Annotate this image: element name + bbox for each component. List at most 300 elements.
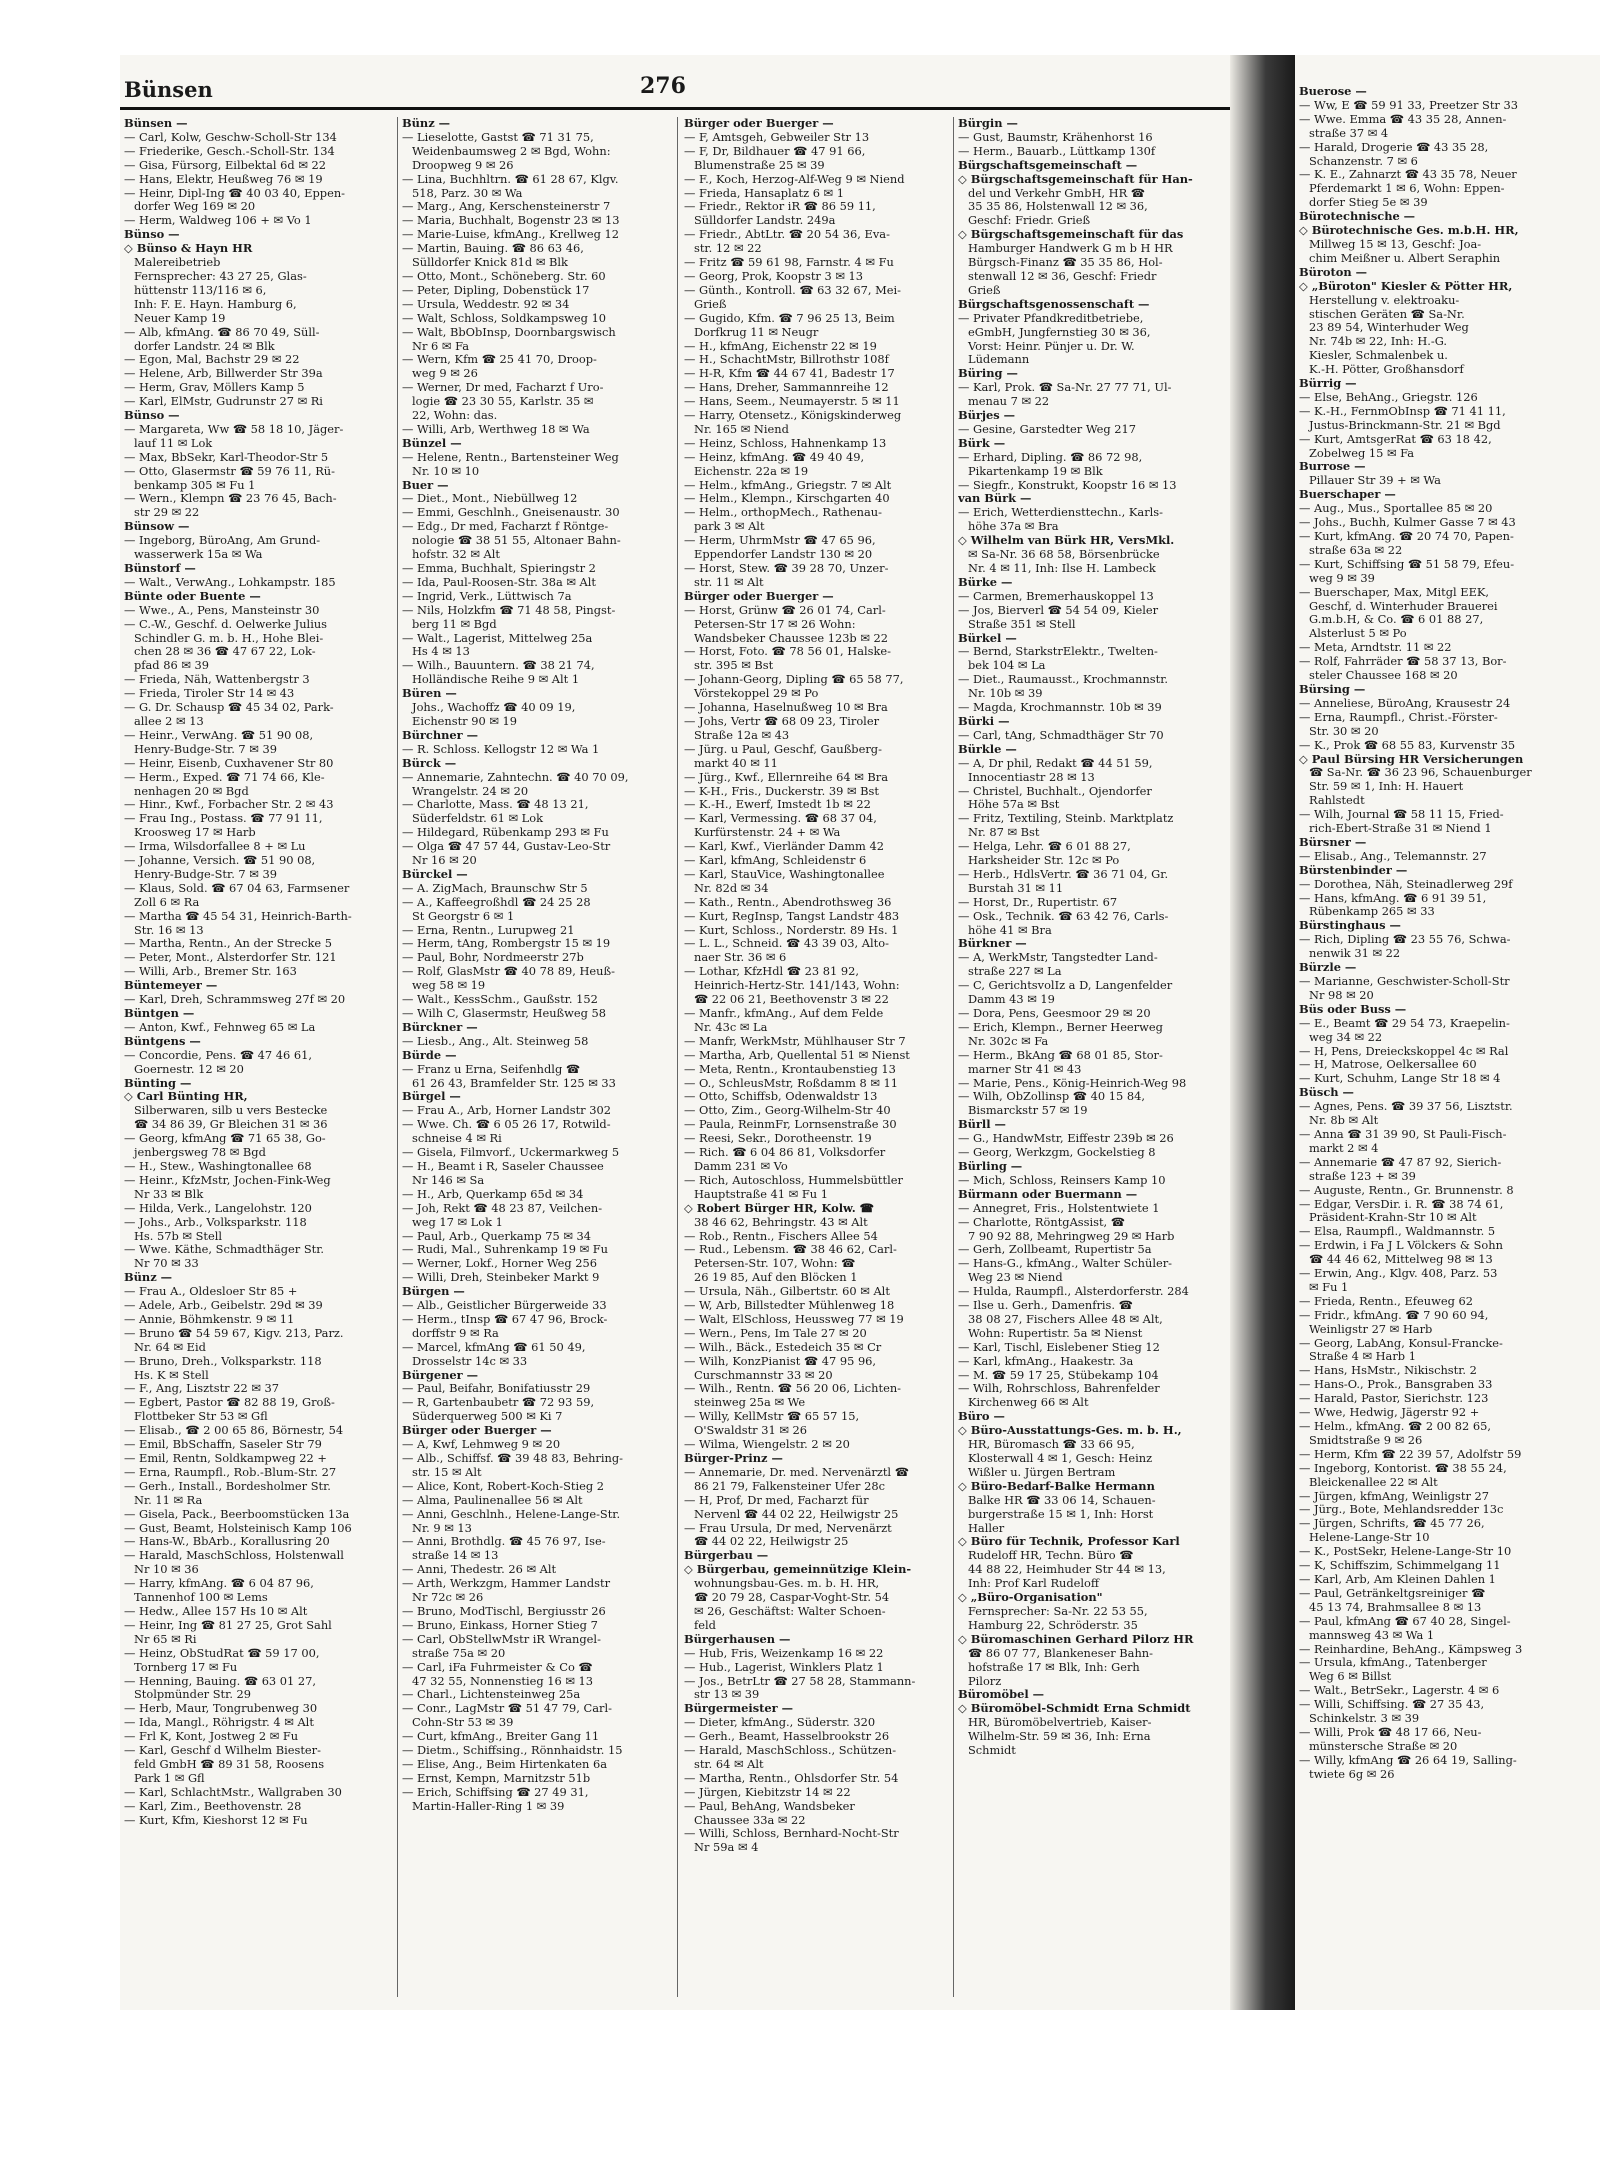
directory-entry-line: HR, Büromasch ☎ 33 66 95, (968, 1438, 1135, 1452)
directory-entry-line: — Henning, Bauing. ☎ 63 01 27, (124, 1674, 317, 1688)
directory-entry-line: — Georg, Prok, Koopstr 3 ✉ 13 (684, 269, 864, 283)
directory-entry-line: Hs 4 ✉ 13 (412, 645, 470, 659)
directory-entry-line: — Gisela, Pack., Beerboomstücken 13a (124, 1507, 350, 1521)
scan-margin (0, 2010, 1600, 2177)
directory-entry-line: ◇ Bürgschaftsgemeinschaft für das (958, 228, 1184, 242)
directory-entry-line: Bünz — (402, 117, 451, 130)
directory-entry-line: Bürkner — (958, 937, 1027, 951)
directory-entry-line: — Kurt, AmtsgerRat ☎ 63 18 42, (1299, 432, 1492, 446)
directory-entry-line: — Harry, kfmAng. ☎ 6 04 87 96, (124, 1577, 314, 1591)
directory-entry-line: — Anni, Geschlnh., Helene-Lange-Str. (402, 1507, 621, 1521)
directory-entry-line: naer Str. 36 ✉ 6 (694, 951, 787, 965)
directory-entry-line: ☎ 86 07 77, Blankeneser Bahn- (968, 1646, 1153, 1660)
directory-entry-line: stenwall 12 ✉ 36, Geschf: Friedr (968, 269, 1157, 283)
directory-entry-line: — Jos., BetrLtr ☎ 27 58 28, Stammann- (684, 1674, 916, 1688)
directory-entry-line: Bürgel — (402, 1090, 461, 1104)
directory-entry-line: Bürger oder Buerger — (684, 589, 834, 603)
directory-entry-line: — Herb, Maur, Tongrubenweg 30 (124, 1702, 318, 1716)
directory-entry-line: Bürling — (958, 1159, 1023, 1173)
directory-entry-line: — Bruno, Dreh., Volksparkstr. 118 (124, 1354, 322, 1368)
directory-entry-line: — Willi, Arb., Bremer Str. 163 (124, 965, 297, 979)
directory-entry-line: — Franz u Erna, Seifenhdlg ☎ (402, 1062, 581, 1076)
running-head (120, 73, 1230, 109)
directory-entry-line: — Charl., Lichtensteinweg 25a (402, 1688, 581, 1702)
directory-entry-line: — Klaus, Sold. ☎ 67 04 63, Farmsener (124, 881, 350, 895)
directory-entry-line: ◇ Robert Bürger HR, Kolw. ☎ (684, 1201, 874, 1215)
directory-entry-line: — Willi, Dreh, Steinbeker Markt 9 (402, 1271, 600, 1285)
directory-entry-line: — Gust, Beamt, Holsteinisch Kamp 106 (124, 1521, 352, 1535)
directory-entry-line: — Paul, Arb., Querkamp 75 ✉ 34 (402, 1229, 592, 1243)
directory-entry-line: weg 9 ✉ 39 (1309, 571, 1375, 585)
directory-entry-line: — K., Prok ☎ 68 55 83, Kurvenstr 35 (1299, 738, 1516, 752)
directory-entry-line: — Jos, Bierverl ☎ 54 54 09, Kieler (958, 603, 1159, 617)
column-3 (684, 117, 954, 1997)
directory-entry-line: ☎ 20 79 28, Caspar-Voght-Str. 54 (694, 1591, 890, 1605)
directory-entry-line: — Rolf, Fahrräder ☎ 58 37 13, Bor- (1299, 655, 1507, 669)
directory-entry-line: — Diet., Mont., Niebüllweg 12 (402, 492, 578, 506)
directory-entry-line: hüttenstr 113/116 ✉ 6, (134, 283, 267, 297)
directory-entry-line: Haller (968, 1521, 1005, 1535)
directory-entry-line: — Annie, Böhmkenstr. 9 ✉ 11 (124, 1312, 295, 1326)
directory-entry-line: — Kurt, RegInsp, Tangst Landstr 483 (684, 909, 900, 923)
directory-entry-line: — Kurt, Schiffsing ☎ 51 58 79, Efeu- (1299, 557, 1515, 571)
directory-entry-line: 45 13 74, Brahmsallee 8 ✉ 13 (1309, 1600, 1482, 1614)
directory-entry-line: — Hans, HsMstr., Nikischstr. 2 (1299, 1364, 1477, 1378)
directory-entry-line: — Erich, Wetterdiensttechn., Karls- (958, 506, 1163, 520)
directory-entry-line: — H, Matrose, Oelkersallee 60 (1299, 1058, 1477, 1072)
directory-entry-line: Droopweg 9 ✉ 26 (412, 158, 514, 172)
directory-entry-line: — Elise, Ang., Beim Hirtenkaten 6a (402, 1757, 608, 1771)
directory-entry-line: — Anneliese, BüroAng, Krausestr 24 (1299, 696, 1511, 710)
directory-entry-line: Damm 231 ✉ Vo (694, 1159, 788, 1173)
directory-entry-line: Klosterwall 4 ✉ 1, Gesch: Heinz (968, 1452, 1153, 1465)
directory-entry-line: — Bruno ☎ 54 59 67, Kigv. 213, Parz. (124, 1326, 344, 1340)
directory-entry-line: münstersche Straße ✉ 20 (1309, 1739, 1458, 1753)
directory-entry-line: Wohn: Rupertistr. 5a ✉ Nienst (968, 1326, 1143, 1340)
directory-entry-line: — Anni, Thedestr. 26 ✉ Alt (402, 1563, 557, 1577)
directory-entry-line: — Willy, KellMstr ☎ 65 57 15, (684, 1410, 860, 1424)
directory-entry-line: — Osk., Technik. ☎ 63 42 76, Carls- (958, 909, 1169, 923)
directory-entry-line: — H, Prof, Dr med, Facharzt für (684, 1493, 869, 1507)
directory-entry-line: ✉ 26, Geschäftst: Walter Schoen- (694, 1604, 886, 1618)
directory-entry-line: Nr. 10 ✉ 10 (412, 464, 480, 478)
directory-entry-line: Hs. K ✉ Stell (134, 1368, 209, 1382)
directory-entry-line: — Ingeborg, Kontorist. ☎ 38 55 24, (1299, 1461, 1507, 1475)
directory-entry-line: ◇ Bürgerbau, gemeinnützige Klein- (684, 1563, 912, 1577)
directory-entry-line: — Emil, Rentn, Soldkampweg 22 + (124, 1452, 327, 1465)
directory-entry-line: — Walt., BetrSekr., Lagerstr. 4 ✉ 6 (1299, 1684, 1500, 1698)
directory-entry-line: Malereibetrieb (134, 256, 221, 270)
directory-entry-line: nenwik 31 ✉ 22 (1309, 947, 1401, 961)
directory-entry-line: Bürgen — (402, 1285, 465, 1299)
directory-entry-line: — Gugido, Kfm. ☎ 7 96 25 13, Beim (684, 311, 895, 325)
directory-entry-line: — Magda, Krochmannstr. 10b ✉ 39 (958, 701, 1162, 715)
directory-entry-line: Str. 16 ✉ 13 (134, 923, 204, 937)
directory-entry-line: Bürstenbinder — (1299, 863, 1408, 877)
directory-entry-line: — Alma, Paulinenallee 56 ✉ Alt (402, 1493, 583, 1507)
directory-entry-line: schneise 4 ✉ Ri (412, 1132, 502, 1146)
directory-entry-line: Henry-Budge-Str. 7 ✉ 39 (134, 867, 277, 881)
directory-entry-line: — R. Schloss. Kellogstr 12 ✉ Wa 1 (402, 742, 600, 756)
directory-entry-line: — Wilh C, Glasermstr, Heußweg 58 (402, 1007, 607, 1020)
directory-entry-line: Büro — (958, 1410, 1005, 1424)
directory-entry-line: — Lothar, KfzHdl ☎ 23 81 92, (684, 965, 859, 979)
directory-entry-line: Schinkelstr. 3 ✉ 39 (1309, 1712, 1420, 1726)
directory-entry-line: Büring — (958, 367, 1018, 381)
directory-entry-line: Weg 23 ✉ Niend (968, 1271, 1063, 1285)
directory-entry-line: — Karl, SchlachtMstr., Wallgraben 30 (124, 1785, 342, 1799)
directory-entry-line: — Peter, Mont., Alsterdorfer Str. 121 (124, 951, 337, 965)
directory-entry-line: — F, Amtsgeh, Gebweiler Str 13 (684, 130, 870, 144)
directory-entry-line: Büroton — (1299, 265, 1368, 279)
directory-entry-line: nologie ☎ 38 51 55, Altonaer Bahn- (412, 534, 621, 548)
directory-entry-line: — Reinhardine, BehAng., Kämpsweg 3 (1299, 1642, 1523, 1656)
directory-entry-line: — Dora, Pens, Geesmoor 29 ✉ 20 (958, 1007, 1151, 1020)
directory-entry-line: — Frau A., Arb, Horner Landstr 302 (402, 1104, 611, 1118)
directory-entry-line: — Lieselotte, Gastst ☎ 71 31 75, (402, 130, 594, 144)
directory-entry-line: Str. 30 ✉ 20 (1309, 724, 1379, 738)
directory-page (120, 55, 1230, 2010)
directory-entry-line: — Anna ☎ 31 39 90, St Pauli-Fisch- (1299, 1127, 1507, 1141)
directory-entry-line: — Wilh, Journal ☎ 58 11 15, Fried- (1299, 808, 1504, 822)
directory-entry-line: Geschf, d. Winterhuder Brauerei (1309, 599, 1498, 613)
directory-entry-line: — Horst, Grünw ☎ 26 01 74, Carl- (684, 603, 886, 617)
directory-entry-line: — Johann-Georg, Dipling ☎ 65 58 77, (684, 673, 904, 687)
directory-entry-line: — Rudi, Mal., Suhrenkamp 19 ✉ Fu (402, 1243, 608, 1257)
directory-entry-line: — Willy, kfmAng ☎ 26 64 19, Salling- (1299, 1753, 1517, 1767)
directory-entry-line: ◇ „Büro-Organisation" (958, 1591, 1103, 1605)
directory-entry-line: str. 395 ✉ Bst (694, 659, 774, 673)
directory-entry-line: — G., HandwMstr, Eiffestr 239b ✉ 26 (958, 1132, 1174, 1146)
directory-entry-line: — Ww, E ☎ 59 91 33, Preetzer Str 33 (1299, 98, 1518, 112)
directory-entry-line: Geschf: Friedr. Grieß (968, 214, 1091, 228)
directory-entry-line: — Rolf, GlasMstr ☎ 40 78 89, Heuß- (402, 965, 615, 979)
directory-entry-line: — Frau A., Oldesloer Str 85 + (124, 1285, 298, 1299)
directory-entry-line: — Ursula, kfmAng., Tatenberger (1299, 1656, 1487, 1670)
directory-entry-line: — Willi, Schloss, Bernhard-Nocht-Str (684, 1827, 899, 1841)
directory-entry-line: — Herm., Bauarb., Lüttkamp 130f (958, 144, 1156, 158)
directory-entry-line: — H., kfmAng, Eichenstr 22 ✉ 19 (684, 339, 877, 353)
directory-entry-line: — Jürg. u Paul, Geschf, Gaußberg- (684, 742, 882, 756)
directory-entry-line: — Hans, Dreher, Sammannreihe 12 (684, 381, 889, 395)
directory-entry-line: — Karl, Dreh, Schrammsweg 27f ✉ 20 (124, 993, 346, 1007)
directory-entry-line: — G. Dr. Schausp ☎ 45 34 02, Park- (124, 701, 334, 715)
directory-entry-line: Nr. 4 ✉ 11, Inh: Ilse H. Lambeck (968, 562, 1156, 575)
directory-entry-line: Kirchenweg 66 ✉ Alt (968, 1396, 1089, 1410)
directory-entry-line: — Gesine, Garstedter Weg 217 (958, 422, 1137, 436)
directory-entry-line: — Rich, Autoschloss, Hummelsbüttler (684, 1173, 903, 1187)
directory-entry-line: Bürjes — (958, 409, 1016, 423)
directory-entry-line: — Otto, Zim., Georg-Wilhelm-Str 40 (684, 1104, 891, 1118)
directory-entry-line: — Hans, Seem., Neumayerstr. 5 ✉ 11 (684, 395, 900, 409)
directory-entry-line: — Jürg., Kwf., Ellernreihe 64 ✉ Bra (684, 770, 888, 784)
directory-entry-line: Petersen-Str. 107, Wohn: ☎ (694, 1257, 856, 1271)
directory-entry-line: — Walt., KessSchm., Gaußstr. 152 (402, 993, 598, 1007)
directory-entry-line: — Wilma, Wiengelstr. 2 ✉ 20 (684, 1438, 850, 1452)
directory-entry-line: Bürgschaftsgenossenschaft — (958, 297, 1150, 311)
directory-entry-line: — Conr., LagMstr ☎ 51 47 79, Carl- (402, 1702, 612, 1716)
directory-entry-line: — Helene, Arb, Billwerder Str 39a (124, 367, 323, 381)
directory-entry-line: Lüdemann (968, 353, 1030, 367)
directory-entry-line: Nr. 74b ✉ 22, Inh: H.-G. (1309, 335, 1448, 349)
directory-entry-line: — Elisab., ☎ 2 00 65 86, Börnestr, 54 (124, 1424, 344, 1438)
directory-entry-line: Büntgen — (124, 1007, 195, 1020)
directory-entry-line: — Marie, Pens., König-Heinrich-Weg 98 (958, 1076, 1187, 1090)
directory-entry-line: — Fritz, Textiling, Steinb. Marktplatz (958, 812, 1174, 826)
directory-entry-line: — W, Arb, Billstedter Mühlenweg 18 (684, 1299, 895, 1313)
directory-entry-line: — L. L., Schneid. ☎ 43 39 03, Alto- (684, 937, 889, 951)
directory-entry-line: hofstraße 17 ✉ Blk, Inh: Gerh (968, 1660, 1140, 1674)
directory-entry-line: — Otto, Mont., Schöneberg. Str. 60 (402, 269, 606, 283)
directory-entry-line: Büntemeyer — (124, 979, 218, 993)
directory-entry-line: Buerose — (1299, 85, 1367, 98)
directory-entry-line: twiete 6g ✉ 26 (1309, 1767, 1395, 1781)
directory-entry-line: Eichenstr. 22a ✉ 19 (694, 464, 809, 478)
directory-entry-line: berg 11 ✉ Bgd (412, 617, 497, 631)
directory-entry-line: — Rich. ☎ 6 04 86 81, Volksdorfer (684, 1146, 886, 1160)
directory-entry-line: Str. 59 ✉ 1, Inh: H. Hauert (1309, 780, 1464, 794)
directory-entry-line: — A, WerkMstr, Tangstedter Land- (958, 951, 1158, 965)
directory-entry-line: bek 104 ✉ La (968, 659, 1046, 673)
directory-entry-line: Nr 65 ✉ Ri (134, 1632, 197, 1646)
directory-entry-line: — Rich, Dipling ☎ 23 55 76, Schwa- (1299, 933, 1511, 947)
directory-entry-line: Pillauer Str 39 + ✉ Wa (1309, 474, 1441, 488)
directory-entry-line: — Hans-G., kfmAng., Walter Schüler- (958, 1257, 1173, 1271)
directory-entry-line: chim Meißner u. Albert Seraphin (1309, 251, 1501, 265)
directory-entry-line: Rübenkamp 265 ✉ 33 (1309, 905, 1435, 919)
directory-entry-line: Nr 98 ✉ 20 (1309, 988, 1374, 1002)
directory-entry-line: nenhagen 20 ✉ Bgd (134, 784, 249, 798)
column-2 (402, 117, 672, 1997)
directory-entry-line: Nr. 11 ✉ Ra (134, 1493, 203, 1507)
head-word: Bünsen (124, 77, 213, 102)
directory-entry-line: — C.-W., Geschf. d. Oelwerke Julius (124, 617, 328, 631)
directory-entry-line: logie ☎ 23 30 55, Karlstr. 35 ✉ (412, 395, 594, 409)
directory-entry-line: — Reesi, Sekr., Dorotheenstr. 19 (684, 1132, 872, 1146)
directory-entry-line: Harksheider Str. 12c ✉ Po (968, 854, 1120, 868)
directory-entry-line: Bürki — (958, 714, 1010, 728)
directory-entry-line: — Annegret, Fris., Holstentwiete 1 (958, 1201, 1160, 1215)
directory-entry-line: — Herm., Exped. ☎ 71 74 66, Kle- (124, 770, 325, 784)
directory-entry-line: Eppendorfer Landstr 130 ✉ 20 (694, 548, 873, 562)
directory-entry-line: — Erhard, Dipling. ☎ 86 72 98, (958, 450, 1143, 464)
directory-entry-line: — Max, BbSekr, Karl-Theodor-Str 5 (124, 450, 329, 464)
directory-entry-line: ◇ Büro-Bedarf-Balke Hermann (958, 1479, 1155, 1493)
directory-entry-line: straße 75a ✉ 20 (412, 1646, 506, 1660)
directory-entry-line: Nr. 8b ✉ Alt (1309, 1114, 1379, 1128)
directory-entry-line: — Alb, kfmAng. ☎ 86 70 49, Süll- (124, 325, 320, 339)
directory-entry-line: — Martha, Arb, Quellental 51 ✉ Nienst (684, 1048, 910, 1062)
directory-entry-line: — Egon, Mal, Bachstr 29 ✉ 22 (124, 353, 300, 367)
directory-entry-line: Damm 43 ✉ 19 (968, 993, 1055, 1007)
directory-entry-line: Buerschaper — (1299, 488, 1396, 502)
directory-entry-line: — Heinr, Ing ☎ 81 27 25, Grot Sahl (124, 1618, 332, 1632)
directory-entry-line: — Herm, UhrmMstr ☎ 47 65 96, (684, 534, 876, 548)
directory-entry-line: straße 227 ✉ La (968, 965, 1062, 979)
directory-entry-line: — Karl, Vermessing. ☎ 68 37 04, (684, 812, 877, 826)
directory-entry-line: — H., SchachtMstr, Billrothstr 108f (684, 353, 889, 367)
directory-entry-line: Kiesler, Schmalenbek u. (1309, 349, 1448, 363)
directory-entry-line: Fernsprecher: 43 27 25, Glas- (134, 269, 307, 283)
directory-entry-line: Pferdemarkt 1 ✉ 6, Wohn: Eppen- (1309, 182, 1505, 196)
directory-entry-line: 44 88 22, Heimhuder Str 44 ✉ 13, (968, 1563, 1166, 1577)
directory-entry-line: Büromöbel — (958, 1688, 1045, 1702)
directory-entry-line: 22, Wohn: das. (412, 409, 498, 423)
directory-entry-line: — Arth, Werkzgm, Hammer Landstr (402, 1577, 611, 1591)
directory-entry-line: — Martha ☎ 45 54 31, Heinrich-Barth- (124, 909, 352, 923)
directory-entry-line: Vörstekoppel 29 ✉ Po (694, 687, 819, 701)
directory-entry-line: — O., SchleusMstr, Roßdamm 8 ✉ 11 (684, 1076, 899, 1090)
directory-entry-line: — Annemarie, Zahntechn. ☎ 40 70 09, (402, 770, 629, 784)
directory-entry-line: — Herm, tAng, Rombergstr 15 ✉ 19 (402, 937, 611, 951)
directory-entry-line: Bünzel — (402, 436, 462, 450)
directory-entry-line: — Erich, Schiffsing ☎ 27 49 31, (402, 1785, 589, 1799)
directory-entry-line: Nr. 302c ✉ Fa (968, 1034, 1049, 1048)
directory-entry-line: Nr. 43c ✉ La (694, 1020, 768, 1034)
directory-entry-line: Straße 4 ✉ Harb 1 (1309, 1350, 1416, 1364)
directory-entry-line: ☎ Sa-Nr. ☎ 36 23 96, Schauenburger (1309, 766, 1532, 780)
directory-entry-line: str 29 ✉ 22 (134, 506, 200, 520)
directory-entry-line: — Carl, ObStellwMstr iR Wrangel- (402, 1632, 601, 1646)
directory-entry-line: Nr. 9 ✉ 13 (412, 1521, 472, 1535)
directory-entry-line: — Marie-Luise, kfmAng., Krellweg 12 (402, 228, 620, 242)
directory-entry-line: Buer — (402, 478, 449, 492)
directory-entry-line: van Bürk — (958, 492, 1032, 506)
directory-entry-line: Bünso — (124, 409, 180, 423)
directory-entry-line: stischen Geräten ☎ Sa-Nr. (1309, 307, 1465, 321)
directory-entry-line: — Hub., Lagerist, Winklers Platz 1 (684, 1660, 884, 1674)
directory-entry-line: Bünte oder Buente — (124, 589, 261, 603)
directory-entry-line: — Herm., tInsp ☎ 67 47 96, Brock- (402, 1312, 608, 1326)
directory-entry-line: burgerstraße 15 ✉ 1, Inh: Horst (968, 1507, 1154, 1521)
directory-entry-line: straße 123 + ✉ 39 (1309, 1169, 1416, 1183)
directory-entry-line: — Maria, Buchhalt, Bogenstr 23 ✉ 13 (402, 214, 620, 228)
directory-entry-line: benkamp 305 ✉ Fu 1 (134, 478, 256, 492)
directory-entry-line: — Karl, Tischl, Eislebener Stieg 12 (958, 1340, 1160, 1354)
directory-entry-line: — Walt., Lagerist, Mittelweg 25a (402, 631, 593, 645)
right-page-column (1299, 85, 1599, 1985)
directory-entry-line: — Fritz ☎ 59 61 98, Farnstr. 4 ✉ Fu (684, 256, 894, 270)
directory-entry-line: — Irma, Wilsdorfallee 8 + ✉ Lu (124, 840, 306, 854)
directory-entry-line: ◇ Büromöbel-Schmidt Erna Schmidt (958, 1702, 1191, 1716)
directory-entry-line: — Lina, Buchhltrn. ☎ 61 28 67, Klgv. (402, 172, 619, 186)
directory-entry-line: — Helm., kfmAng., Griegstr. 7 ✉ Alt (684, 478, 892, 492)
directory-entry-line: — Georg, kfmAng ☎ 71 65 38, Go- (124, 1132, 326, 1146)
directory-entry-line: — Harald, MaschSchloss., Schützen- (684, 1744, 897, 1758)
directory-entry-line: — Wilh., Bauuntern. ☎ 38 21 74, (402, 659, 595, 673)
directory-entry-line: Bünsen — (124, 117, 188, 130)
directory-entry-line: — Frieda, Rentn., Efeuweg 62 (1299, 1294, 1474, 1308)
directory-entry-line: — Alb., Schiffsf. ☎ 39 48 83, Behring- (402, 1452, 623, 1465)
directory-entry-line: Nervenl ☎ 44 02 22, Heilwigstr 25 (694, 1507, 899, 1521)
directory-entry-line: — Horst, Foto. ☎ 78 56 01, Halske- (684, 645, 892, 659)
directory-entry-line: — Kath., Rentn., Abendrothsweg 36 (684, 895, 892, 909)
directory-entry-line: — Heinr, Eisenb, Cuxhavener Str 80 (124, 756, 334, 770)
directory-entry-line: — Kurt, Schuhm, Lange Str 18 ✉ 4 (1299, 1072, 1501, 1086)
directory-entry-line: Tornberg 17 ✉ Fu (134, 1660, 238, 1674)
directory-entry-line: Eichenstr 90 ✉ 19 (412, 714, 518, 728)
directory-entry-line: — Hub, Fris, Weizenkamp 16 ✉ 22 (684, 1646, 884, 1660)
directory-entry-line: — H, Pens, Dreieckskoppel 4c ✉ Ral (1299, 1044, 1509, 1058)
directory-entry-line: — Erna, Rentn., Lurupweg 21 (402, 923, 575, 937)
directory-entry-line: — M. ☎ 59 17 25, Stübekamp 104 (958, 1368, 1159, 1382)
directory-entry-line: weg 58 ✉ 19 (412, 979, 486, 993)
directory-entry-line: — Harald, MaschSchloss, Holstenwall (124, 1549, 344, 1563)
directory-entry-line: — Karl, Geschf d Wilhelm Biester- (124, 1744, 321, 1758)
directory-entry-line: Pikartenkamp 19 ✉ Blk (968, 464, 1103, 478)
directory-entry-line: Straße 12a ✉ 43 (694, 728, 790, 742)
directory-entry-line: Nr. 10b ✉ 39 (968, 687, 1043, 701)
directory-entry-line: Bürsner — (1299, 835, 1367, 849)
directory-entry-line: — K.-H., FernmObInsp ☎ 71 41 11, (1299, 404, 1506, 418)
directory-entry-line: — Walt, BbObInsp, Doornbargswisch (402, 325, 616, 339)
directory-entry-line: — Frl K, Kont, Jostweg 2 ✉ Fu (124, 1730, 299, 1744)
directory-entry-line: — Gerh., Beamt, Hasselbrookstr 26 (684, 1730, 890, 1744)
directory-entry-line: menau 7 ✉ 22 (968, 395, 1050, 409)
directory-entry-line: ◇ Carl Bünting HR, (124, 1090, 248, 1104)
directory-entry-line: Rahlstedt (1309, 794, 1365, 808)
directory-entry-line: — Heinr, Dipl-Ing ☎ 40 03 40, Eppen- (124, 186, 346, 200)
directory-entry-line: Justus-Brinckmann-Str. 21 ✉ Bgd (1309, 418, 1501, 432)
directory-entry-line: — Erwin, Ang., Klgv. 408, Parz. 53 (1299, 1267, 1498, 1281)
directory-entry-line: ◇ Paul Bürsing HR Versicherungen (1299, 752, 1524, 766)
right-page-fragment (1295, 55, 1600, 2010)
directory-entry-line: — Margareta, Ww ☎ 58 18 10, Jäger- (124, 422, 344, 436)
directory-entry-line: — Hilda, Verk., Langelohstr. 120 (124, 1201, 312, 1215)
directory-entry-line: Holländische Reihe 9 ✉ Alt 1 (412, 673, 580, 687)
directory-entry-line: 86 21 79, Falkensteiner Ufer 28c (694, 1479, 885, 1493)
directory-entry-line: — Frieda, Näh, Wattenbergstr 3 (124, 673, 310, 687)
directory-entry-line: Bürstinghaus — (1299, 919, 1401, 933)
directory-entry-line: — Concordie, Pens. ☎ 47 46 61, (124, 1048, 312, 1062)
directory-entry-line: — Hans, Elektr, Heußweg 76 ✉ 19 (124, 172, 323, 186)
directory-entry-line: — H., Stew., Washingtonallee 68 (124, 1159, 312, 1173)
directory-entry-line: — Helene, Rentn., Bartensteiner Weg (402, 450, 619, 464)
directory-entry-line: dorfer Stieg 5e ✉ 39 (1309, 196, 1428, 210)
directory-entry-line: — Herm, Kfm ☎ 22 39 57, Adolfstr 59 (1299, 1447, 1522, 1461)
directory-entry-line: mannsweg 43 ✉ Wa 1 (1309, 1628, 1435, 1642)
directory-entry-line: — Johs, Vertr ☎ 68 09 23, Tiroler (684, 714, 880, 728)
directory-entry-line: Bürgsch-Finanz ☎ 35 35 86, Hol- (968, 256, 1163, 270)
directory-entry-line: 518, Parz. 30 ✉ Wa (412, 186, 523, 200)
directory-entry-line: — Werner, Lokf., Horner Weg 256 (402, 1257, 598, 1271)
directory-entry-line: — Liesb., Ang., Alt. Steinweg 58 (402, 1034, 589, 1048)
directory-entry-line: — Siegfr., Konstrukt, Koopstr 16 ✉ 13 (958, 478, 1177, 492)
directory-entry-line: — Charlotte, Mass. ☎ 48 13 21, (402, 798, 589, 812)
directory-entry-line: Bürckel — (402, 867, 468, 881)
directory-entry-line: straße 37 ✉ 4 (1309, 126, 1389, 140)
directory-entry-line: Büsch — (1299, 1086, 1354, 1100)
directory-entry-line: Bürsing — (1299, 682, 1366, 696)
directory-entry-line: — Ernst, Kempn, Marnitzstr 51b (402, 1771, 591, 1785)
directory-entry-line: Grieß (968, 283, 1001, 297)
directory-entry-line: ◇ Büro-Ausstattungs-Ges. m. b. H., (958, 1424, 1182, 1438)
directory-entry-line: — Karl, kfmAng, Schleidenstr 6 (684, 854, 867, 868)
column-divider (953, 117, 954, 1997)
directory-entry-line: — Carmen, Bremerhauskoppel 13 (958, 589, 1154, 603)
directory-entry-line: Nr 16 ✉ 20 (412, 854, 477, 868)
directory-entry-line: — Hildegard, Rübenkamp 293 ✉ Fu (402, 826, 609, 840)
directory-entry-line: Weg 6 ✉ Billst (1309, 1670, 1392, 1684)
directory-entry-line: Büren — (402, 687, 457, 701)
directory-entry-line: — Frieda, Hansaplatz 6 ✉ 1 (684, 186, 844, 200)
directory-entry-line: — Georg, Werkzgm, Gockelstieg 8 (958, 1146, 1156, 1160)
directory-entry-line: Schmidt (968, 1744, 1016, 1758)
directory-entry-line: — Marg., Ang, Kerschensteinerstr 7 (402, 200, 611, 214)
directory-entry-line: — Gerh, Zollbeamt, Rupertistr 5a (958, 1243, 1152, 1257)
directory-entry-line: — Walt, ElSchloss, Heussweg 77 ✉ 19 (684, 1312, 904, 1326)
directory-entry-line: steler Chaussee 168 ✉ 20 (1309, 669, 1458, 683)
